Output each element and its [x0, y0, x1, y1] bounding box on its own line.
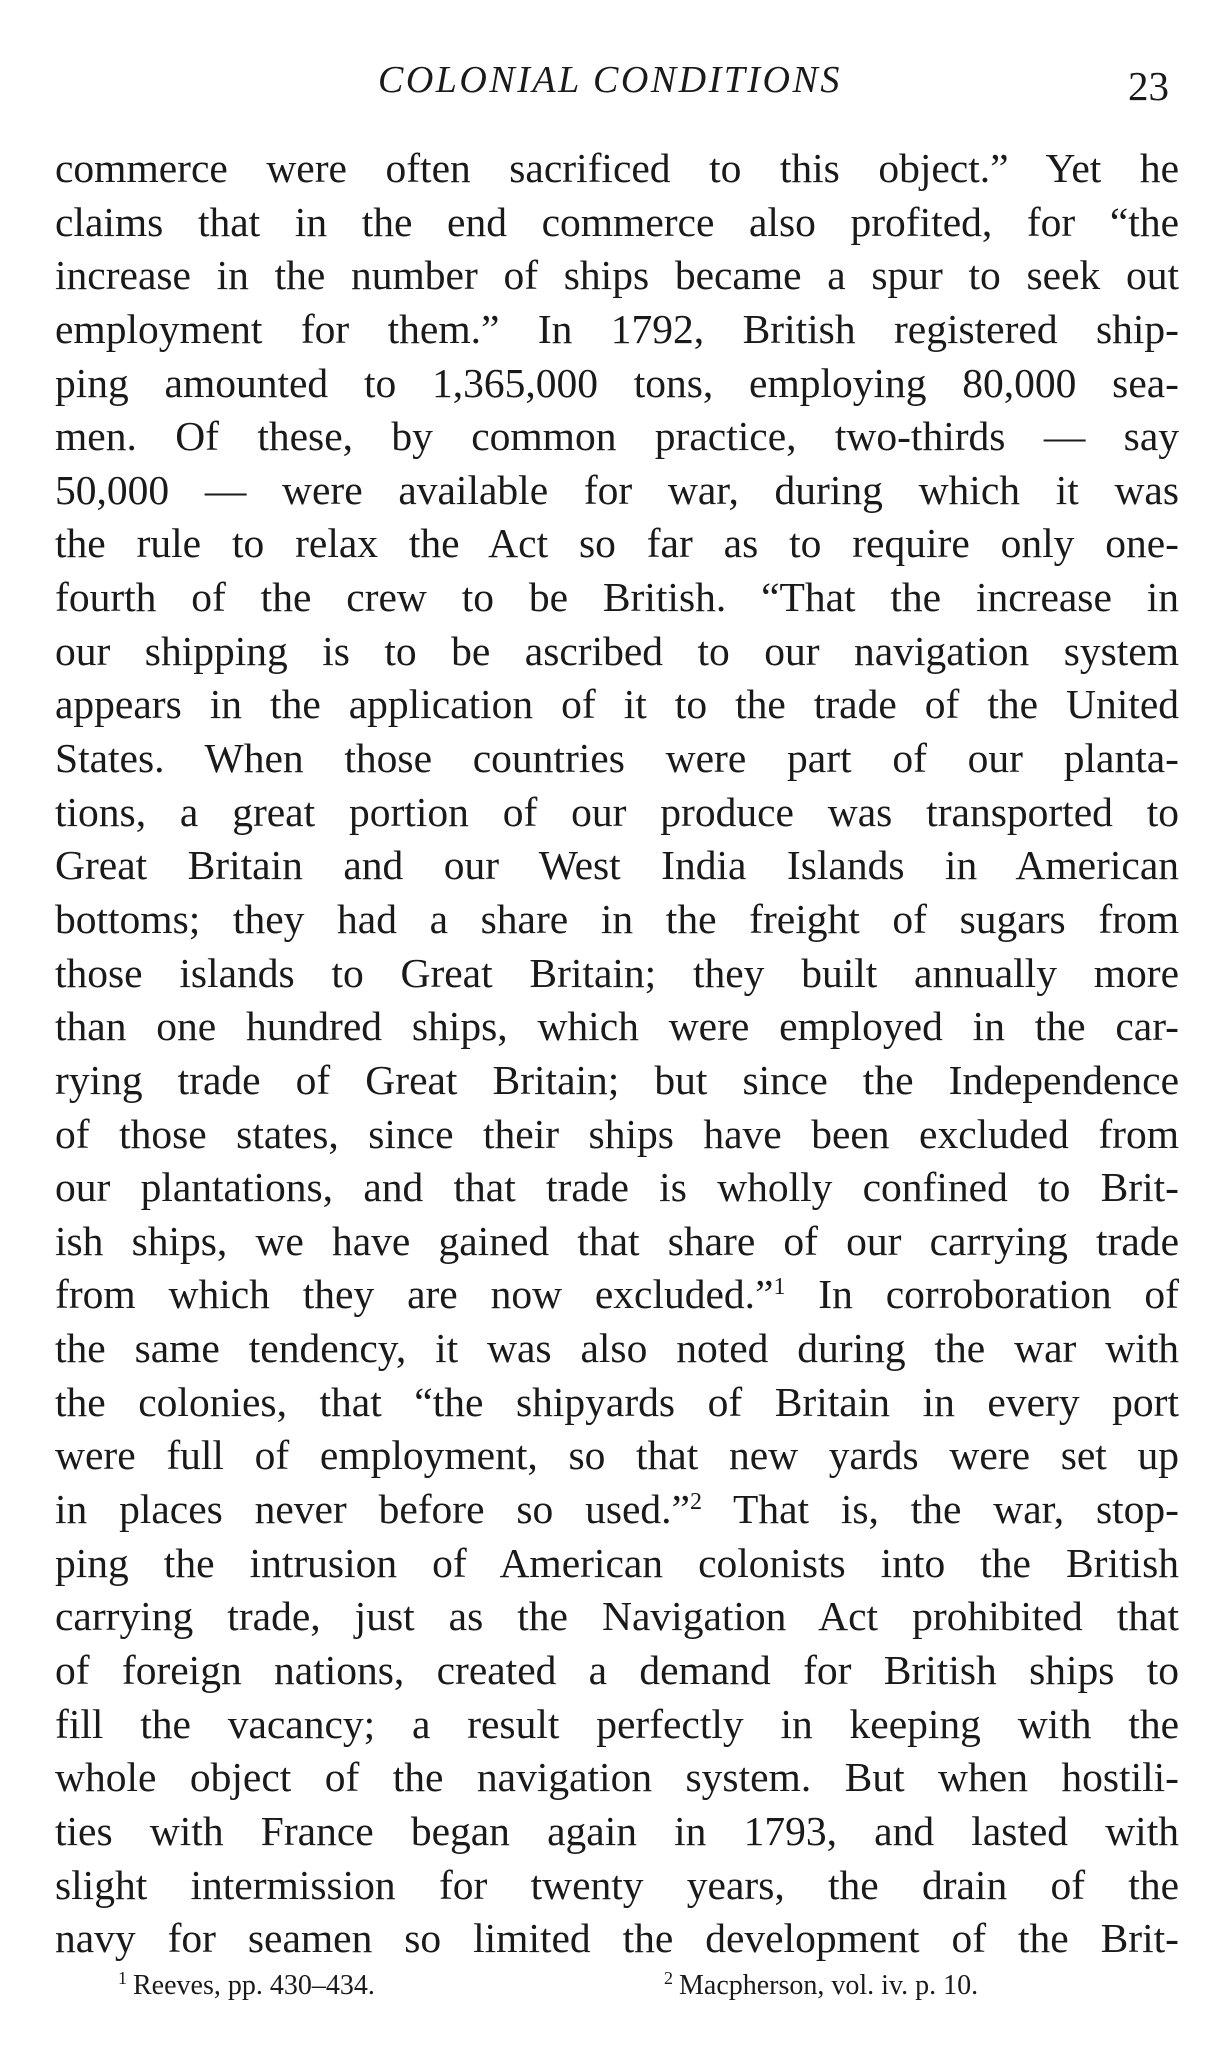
text-line: bottoms; they had a share in the freight of sugars from: [55, 895, 1179, 942]
line-segment: in places never before so used.”: [55, 1486, 690, 1533]
text-line: ties with France began again in 1793, and lasted with: [55, 1807, 1179, 1854]
text-line: ish ships, we have gained that share of our carrying trade: [55, 1217, 1179, 1264]
text-line: ping the intrusion of American colonists into the British: [55, 1539, 1179, 1586]
text-line: States. When those countries were part of our planta-: [55, 735, 1179, 782]
text-line: than one hundred ships, which were employed in the car-: [55, 1003, 1179, 1050]
text-line: of those states, since their ships have been excluded from: [55, 1110, 1179, 1157]
page-number: 23: [1128, 63, 1169, 109]
footnote-text: Reeves, pp. 430–434.: [133, 1970, 375, 2001]
text-line: rying trade of Great Britain; but since the Independence: [55, 1056, 1179, 1103]
text-line: carrying trade, just as the Navigation Act prohibited that: [55, 1593, 1179, 1640]
footnote-ref-2: 2: [689, 1489, 702, 1516]
text-line: those islands to Great Britain; they built annually more: [55, 949, 1179, 996]
text-line: fourth of the crew to be British. “That the increase in: [55, 574, 1179, 621]
text-line: employment for them.” In 1792, British registered ship-: [55, 305, 1179, 352]
text-line: the colonies, that “the shipyards of Britain in every port: [55, 1378, 1179, 1425]
running-title: COLONIAL CONDITIONS: [378, 59, 842, 101]
footnote-marker: 2: [664, 1968, 673, 1988]
text-line: commerce were often sacrificed to this object.” Yet he: [55, 145, 1179, 191]
text-line: the rule to relax the Act so far as to require only one-: [55, 520, 1179, 567]
footnotes: [0, 1970, 1215, 2010]
line-segment: In corroboration of: [785, 1271, 1179, 1318]
text-line: were full of employment, so that new yards were set up: [55, 1432, 1179, 1479]
footnote-text: Macpherson, vol. iv. p. 10.: [679, 1970, 979, 2001]
footnote-1: [118, 1970, 375, 2002]
text-line: men. Of these, by common practice, two-thirds — say: [55, 413, 1179, 460]
footnote-ref-1: 1: [773, 1274, 786, 1301]
text-line: the same tendency, it was also noted during the war with: [55, 1325, 1179, 1372]
text-line: our plantations, and that trade is wholly confined to Brit-: [55, 1164, 1179, 1211]
text-line: Great Britain and our West India Islands in American: [55, 842, 1179, 889]
line-segment: from which they are now excluded.”: [55, 1271, 774, 1318]
text-line: our shipping is to be ascribed to our navigation system: [55, 627, 1179, 674]
page-header: [0, 58, 1215, 108]
text-line: tions, a great portion of our produce was transported to: [55, 788, 1179, 835]
text-line-with-footnote-2: [55, 1483, 1179, 1537]
footnote-2: [664, 1970, 978, 2002]
text-line-with-footnote-1: [55, 1268, 1179, 1322]
text-line: claims that in the end commerce also profited, for “the: [55, 198, 1179, 245]
footnote-marker: 1: [118, 1968, 127, 1988]
text-line: slight intermission for twenty years, the drain of the: [55, 1861, 1179, 1908]
text-line: 50,000 — were available for war, during which it was: [55, 466, 1179, 513]
text-line: whole object of the navigation system. But when hostili-: [55, 1754, 1179, 1801]
text-line: increase in the number of ships became a spur to seek out: [55, 252, 1179, 299]
text-line: ping amounted to 1,365,000 tons, employing 80,000 sea-: [55, 359, 1179, 406]
text-line: fill the vacancy; a result perfectly in keeping with the: [55, 1700, 1179, 1747]
body-text: [55, 142, 1179, 1966]
line-segment: That is, the war, stop-: [701, 1486, 1180, 1533]
text-line: of foreign nations, created a demand for British ships to: [55, 1646, 1179, 1693]
text-line: navy for seamen so limited the development of the Brit-: [55, 1915, 1179, 1962]
text-line: appears in the application of it to the trade of the United: [55, 681, 1179, 728]
